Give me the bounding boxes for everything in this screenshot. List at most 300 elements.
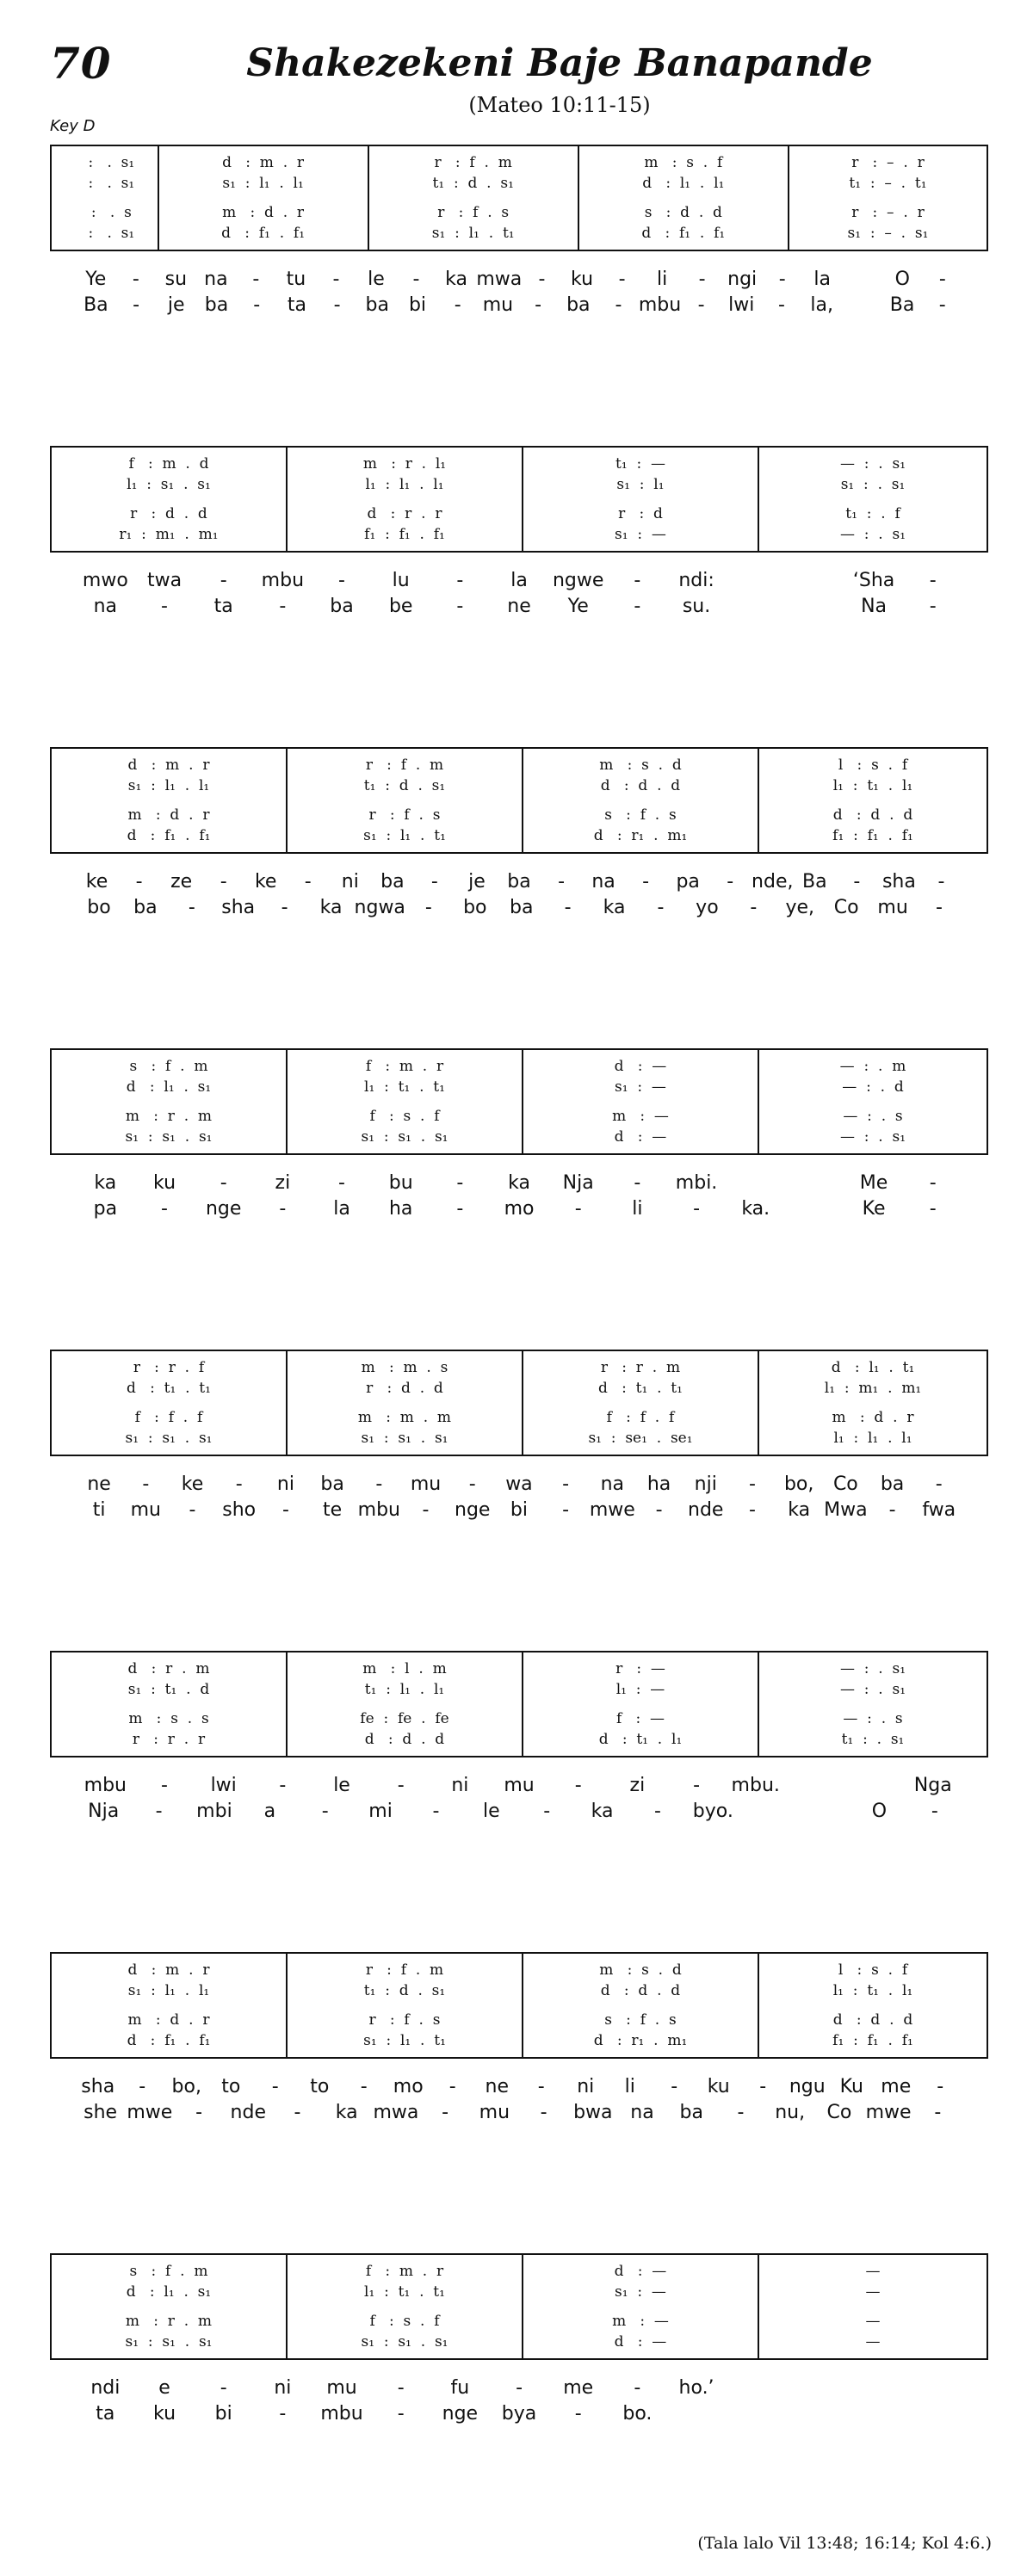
solfa-notes: f : f . f bbox=[134, 1409, 203, 1426]
lyric-syllable: ka bbox=[445, 269, 467, 290]
solfa-notes: — bbox=[865, 2333, 881, 2351]
lyric-line bbox=[50, 1196, 988, 1222]
lyric-syllable: - bbox=[615, 294, 622, 316]
lyric-syllable: - bbox=[220, 570, 227, 591]
lyric-syllable: la bbox=[333, 1198, 350, 1220]
measure bbox=[52, 749, 288, 852]
solfa-voice-line bbox=[52, 1659, 286, 1678]
lyric-syllable: ka bbox=[591, 1801, 614, 1822]
lyric-syllable: - bbox=[693, 1198, 701, 1220]
measure bbox=[288, 1050, 523, 1153]
lyric-syllable: - bbox=[574, 2403, 582, 2425]
solfa-voice-line bbox=[759, 2031, 987, 2050]
lyric-syllable: - bbox=[642, 871, 650, 893]
lyric-syllable bbox=[903, 2375, 962, 2401]
solfa-voice-line bbox=[759, 525, 987, 544]
lyric-syllable: le bbox=[482, 1801, 500, 1822]
solfa-notes: fe : fe . fe bbox=[360, 1710, 449, 1727]
solfa-notes: m : l . m bbox=[362, 1660, 447, 1677]
solfa-voice-line bbox=[52, 826, 286, 845]
solfa-voice-line bbox=[759, 1408, 987, 1427]
lyric-syllable: ba bbox=[566, 294, 591, 316]
solfa-voice-line bbox=[523, 826, 758, 845]
measure bbox=[52, 1050, 288, 1153]
solfa-notes: s₁ : l₁ . l₁ bbox=[127, 1982, 210, 1999]
staff-box bbox=[50, 1048, 988, 1155]
lyric-syllable: le bbox=[333, 1775, 350, 1796]
lyric-syllable: mbi. bbox=[675, 1172, 718, 1194]
measure bbox=[759, 448, 987, 551]
lyric-syllable: ka. bbox=[741, 1198, 770, 1220]
footer-reference: (Tala lalo Vil 13:48; 16:14; Kol 4:6.) bbox=[697, 2534, 992, 2553]
solfa-voice-line bbox=[52, 1680, 286, 1699]
lyric-syllable: - bbox=[397, 1775, 405, 1796]
solfa-notes: f : — bbox=[615, 1710, 665, 1727]
measure bbox=[789, 146, 987, 250]
lyric-syllable: la bbox=[510, 570, 528, 591]
lyric-syllable: - bbox=[397, 2403, 405, 2425]
solfa-voice-line bbox=[52, 475, 286, 494]
lyric-syllable: - bbox=[360, 2076, 368, 2097]
solfa-notes: m : m . m bbox=[357, 1409, 452, 1426]
solfa-voice-line bbox=[52, 1107, 286, 1126]
measure bbox=[288, 2255, 523, 2358]
solfa-notes: r : f . m bbox=[365, 1961, 444, 1979]
solfa-notes: d : t₁ . t₁ bbox=[598, 1380, 683, 1397]
solfa-voice-line bbox=[288, 1057, 522, 1076]
solfa-notes: l₁ : t₁ . l₁ bbox=[832, 777, 913, 794]
solfa-voice-line bbox=[288, 1981, 522, 2000]
solfa-notes: t₁ : d . s₁ bbox=[363, 1982, 446, 1999]
solfa-notes: r : — bbox=[615, 1660, 665, 1677]
lyric-syllable: - bbox=[934, 2102, 942, 2123]
lyric-syllable: yo bbox=[696, 897, 719, 918]
lyric-syllable: - bbox=[759, 2076, 767, 2097]
solfa-voice-line bbox=[789, 153, 987, 172]
solfa-voice-line bbox=[759, 1107, 987, 1126]
lyric-syllable: - bbox=[135, 871, 143, 893]
music-system bbox=[50, 2253, 988, 2427]
solfa-notes: r : f . m bbox=[434, 154, 512, 171]
lyric-syllable: - bbox=[442, 2102, 449, 2123]
lyric-syllable: pa bbox=[93, 1198, 118, 1220]
solfa-notes: — bbox=[865, 2263, 881, 2280]
solfa-voice-line bbox=[288, 1961, 522, 1980]
music-system bbox=[50, 1350, 988, 1523]
solfa-voice-line bbox=[288, 776, 522, 795]
solfa-voice-line bbox=[288, 1358, 522, 1377]
lyric-syllable: ye, bbox=[785, 897, 815, 918]
lyric-syllable bbox=[785, 1773, 844, 1799]
lyric-syllable: - bbox=[938, 294, 946, 316]
solfa-voice-line bbox=[523, 1659, 758, 1678]
solfa-voice-line bbox=[759, 2011, 987, 2029]
lyric-syllable: she bbox=[84, 2102, 118, 2123]
lyric-syllable: mwe bbox=[865, 2102, 912, 2123]
solfa-voice-line bbox=[789, 174, 987, 193]
solfa-voice-line bbox=[759, 806, 987, 825]
lyric-syllable: Ku bbox=[839, 2076, 863, 2097]
lyric-syllable: - bbox=[929, 596, 937, 617]
solfa-voice-line bbox=[288, 525, 522, 544]
lyric-syllable: ho.’ bbox=[678, 2377, 714, 2399]
solfa-voice-line bbox=[159, 203, 368, 222]
lyrics-block bbox=[50, 2074, 988, 2126]
solfa-voice-line bbox=[52, 1127, 286, 1146]
lyric-syllable: - bbox=[634, 2377, 641, 2399]
solfa-voice-line bbox=[52, 1429, 286, 1448]
solfa-notes: d : m . r bbox=[222, 154, 305, 171]
lyric-line bbox=[50, 1498, 988, 1523]
lyric-syllable: - bbox=[220, 1172, 227, 1194]
lyric-syllable: bi bbox=[510, 1499, 528, 1521]
solfa-notes: d : d . d bbox=[364, 1731, 445, 1748]
lyric-syllable: su. bbox=[682, 596, 711, 617]
lyric-syllable: ka bbox=[508, 1172, 530, 1194]
lyric-syllable: Co bbox=[826, 2102, 852, 2123]
lyric-syllable: mbu. bbox=[731, 1775, 780, 1796]
lyric-syllable: bo, bbox=[171, 2076, 201, 2097]
lyric-syllable: lwi bbox=[728, 294, 755, 316]
solfa-voice-line bbox=[288, 1078, 522, 1096]
lyric-syllable: - bbox=[538, 269, 546, 290]
solfa-notes: d : d . d bbox=[600, 777, 681, 794]
lyric-syllable: - bbox=[929, 570, 937, 591]
lyric-line bbox=[50, 267, 988, 293]
lyric-line bbox=[50, 2100, 988, 2126]
measure bbox=[159, 146, 369, 250]
lyric-syllable: ngwe bbox=[552, 570, 604, 591]
lyric-syllable: - bbox=[220, 871, 227, 893]
lyric-syllable: - bbox=[133, 294, 140, 316]
lyric-syllable: - bbox=[456, 1172, 464, 1194]
solfa-voice-line bbox=[759, 1429, 987, 1448]
staff-box bbox=[50, 747, 988, 854]
music-system bbox=[50, 747, 988, 921]
lyric-syllable: nde bbox=[230, 2102, 266, 2123]
lyric-syllable: li bbox=[632, 1198, 643, 1220]
solfa-notes: s₁ : l₁ . l₁ bbox=[222, 175, 304, 192]
solfa-voice-line bbox=[288, 1107, 522, 1126]
solfa-voice-line bbox=[369, 153, 578, 172]
solfa-notes: l₁ : t₁ . t₁ bbox=[364, 1078, 445, 1096]
lyric-syllable: - bbox=[564, 897, 572, 918]
measure bbox=[288, 749, 523, 852]
solfa-voice-line bbox=[52, 1078, 286, 1096]
solfa-voice-line bbox=[759, 1127, 987, 1146]
lyric-syllable: mbu bbox=[357, 1499, 400, 1521]
lyric-syllable: Na bbox=[861, 596, 888, 617]
lyric-syllable: - bbox=[698, 269, 706, 290]
solfa-notes: s₁ : l₁ . l₁ bbox=[127, 777, 210, 794]
solfa-voice-line bbox=[159, 174, 368, 193]
solfa-voice-line bbox=[759, 756, 987, 775]
solfa-notes: d : l₁ . s₁ bbox=[126, 1078, 212, 1096]
solfa-voice-line bbox=[288, 2031, 522, 2050]
lyric-line bbox=[50, 594, 988, 620]
lyric-syllable: mwe bbox=[127, 2102, 173, 2123]
solfa-notes: r : d bbox=[618, 505, 663, 522]
solfa-notes: r : f . m bbox=[365, 757, 444, 774]
lyric-line bbox=[50, 293, 988, 318]
lyric-syllable: - bbox=[634, 1172, 641, 1194]
lyric-syllable: - bbox=[693, 1775, 701, 1796]
solfa-voice-line bbox=[523, 454, 758, 473]
measure bbox=[759, 1050, 987, 1153]
lyric-syllable: ku bbox=[153, 2403, 176, 2425]
lyric-syllable: Ye bbox=[85, 269, 107, 290]
lyric-syllable: nu, bbox=[775, 2102, 806, 2123]
lyric-syllable: ngwa bbox=[354, 897, 405, 918]
solfa-voice-line bbox=[52, 153, 158, 172]
lyric-syllable: ha bbox=[646, 1473, 671, 1495]
solfa-voice-line bbox=[523, 475, 758, 494]
lyric-line bbox=[50, 895, 988, 921]
lyric-syllable bbox=[785, 1196, 844, 1222]
lyric-syllable: - bbox=[778, 269, 786, 290]
solfa-notes: r : – . r bbox=[851, 204, 925, 221]
solfa-voice-line bbox=[579, 153, 788, 172]
lyric-syllable: ndi: bbox=[678, 570, 714, 591]
lyric-syllable bbox=[785, 568, 844, 594]
solfa-notes: d : l₁ . l₁ bbox=[642, 175, 725, 192]
solfa-notes: l₁ : t₁ . t₁ bbox=[364, 2283, 445, 2301]
solfa-voice-line bbox=[523, 1107, 758, 1126]
solfa-voice-line bbox=[523, 756, 758, 775]
lyric-syllable: mbu bbox=[261, 570, 305, 591]
lyric-syllable: - bbox=[412, 269, 420, 290]
staff-box bbox=[50, 1651, 988, 1757]
lyric-syllable: - bbox=[888, 1499, 896, 1521]
solfa-notes: f : s . f bbox=[369, 1108, 440, 1125]
solfa-notes: r : r . m bbox=[600, 1359, 681, 1376]
lyric-syllable: mu bbox=[326, 2377, 357, 2399]
music-system bbox=[50, 446, 988, 620]
solfa-voice-line bbox=[52, 2283, 286, 2301]
lyric-syllable: li bbox=[656, 269, 668, 290]
lyric-syllable: - bbox=[195, 2102, 203, 2123]
lyrics-block bbox=[50, 568, 988, 620]
solfa-notes: s₁ : l₁ . t₁ bbox=[431, 225, 515, 242]
lyric-syllable: Ba bbox=[802, 871, 827, 893]
lyric-syllable: je bbox=[468, 871, 486, 893]
solfa-voice-line bbox=[523, 1961, 758, 1980]
solfa-notes: r₁ : m₁ . m₁ bbox=[119, 526, 219, 543]
lyric-syllable bbox=[785, 2375, 844, 2401]
solfa-notes: — : . s₁ bbox=[839, 1681, 906, 1698]
solfa-notes: s₁ : s₁ . s₁ bbox=[361, 1430, 448, 1447]
solfa-voice-line bbox=[52, 1709, 286, 1728]
solfa-notes: l : s . f bbox=[838, 757, 908, 774]
solfa-notes: d : d . d bbox=[832, 2011, 913, 2029]
lyric-syllable: - bbox=[281, 897, 288, 918]
solfa-notes: m : s . d bbox=[599, 1961, 682, 1979]
lyric-syllable: ta bbox=[96, 2403, 115, 2425]
solfa-voice-line bbox=[159, 224, 368, 243]
lyrics-block bbox=[50, 1472, 988, 1523]
solfa-notes: r : – . r bbox=[851, 154, 925, 171]
solfa-notes: r : r . f bbox=[133, 1359, 205, 1376]
measure bbox=[759, 749, 987, 852]
solfa-voice-line bbox=[52, 454, 286, 473]
solfa-notes: f : s . f bbox=[369, 2313, 440, 2330]
solfa-voice-line bbox=[523, 1680, 758, 1699]
solfa-notes: d : t₁ . t₁ bbox=[127, 1380, 211, 1397]
lyric-syllable bbox=[726, 1171, 785, 1196]
solfa-notes: s₁ : s₁ . s₁ bbox=[125, 2333, 213, 2351]
solfa-notes: s₁ : — bbox=[615, 526, 666, 543]
solfa-voice-line bbox=[523, 2262, 758, 2281]
solfa-notes: — : . s bbox=[843, 1710, 903, 1727]
solfa-voice-line bbox=[523, 776, 758, 795]
solfa-notes: f : m . d bbox=[128, 455, 209, 473]
solfa-voice-line bbox=[288, 2011, 522, 2029]
lyric-syllable: ku bbox=[707, 2076, 730, 2097]
solfa-notes: d : r₁ . m₁ bbox=[593, 827, 688, 844]
lyric-syllable: - bbox=[543, 1801, 551, 1822]
lyric-syllable: - bbox=[657, 897, 665, 918]
lyric-syllable: ke bbox=[181, 1473, 204, 1495]
lyric-syllable: mwa bbox=[476, 269, 523, 290]
lyric-syllable: mu bbox=[877, 897, 908, 918]
solfa-notes: s : f . m bbox=[129, 2263, 208, 2280]
lyric-syllable: - bbox=[321, 1801, 329, 1822]
lyric-syllable: bi bbox=[214, 2403, 232, 2425]
solfa-notes: d : r . r bbox=[367, 505, 442, 522]
lyric-syllable: - bbox=[161, 1775, 168, 1796]
solfa-voice-line bbox=[523, 1078, 758, 1096]
solfa-notes: f : f . f bbox=[606, 1409, 675, 1426]
solfa-voice-line bbox=[759, 2283, 987, 2301]
solfa-voice-line bbox=[288, 1429, 522, 1448]
solfa-notes: m : d . r bbox=[127, 806, 210, 824]
solfa-voice-line bbox=[523, 1127, 758, 1146]
measure bbox=[52, 2255, 288, 2358]
lyric-syllable: sho bbox=[222, 1499, 257, 1521]
solfa-voice-line bbox=[579, 203, 788, 222]
solfa-notes: l₁ : l₁ . l₁ bbox=[365, 476, 444, 493]
solfa-voice-line bbox=[288, 2332, 522, 2351]
lyric-syllable: - bbox=[397, 2377, 405, 2399]
solfa-voice-line bbox=[523, 806, 758, 825]
lyric-line bbox=[50, 568, 988, 594]
lyric-syllable: ni bbox=[276, 1473, 294, 1495]
lyric-syllable: - bbox=[562, 1473, 570, 1495]
lyric-line bbox=[50, 1171, 988, 1196]
solfa-voice-line bbox=[759, 1680, 987, 1699]
lyric-syllable: - bbox=[937, 871, 945, 893]
solfa-notes: s₁ : – . s₁ bbox=[847, 225, 929, 242]
lyric-syllable: me bbox=[881, 2076, 912, 2097]
lyric-syllable: me bbox=[563, 2377, 594, 2399]
lyric-syllable: mwe bbox=[589, 1499, 635, 1521]
solfa-voice-line bbox=[789, 224, 987, 243]
solfa-notes: r : d . d bbox=[130, 505, 207, 522]
solfa-voice-line bbox=[288, 756, 522, 775]
lyric-syllable: to bbox=[310, 2076, 330, 2097]
solfa-voice-line bbox=[288, 1659, 522, 1678]
solfa-voice-line bbox=[52, 1408, 286, 1427]
solfa-voice-line bbox=[523, 1981, 758, 2000]
lyric-syllable: sha bbox=[881, 871, 916, 893]
solfa-voice-line bbox=[288, 2262, 522, 2281]
solfa-notes: d : — bbox=[614, 1128, 667, 1146]
solfa-notes: — bbox=[865, 2283, 881, 2301]
lyric-syllable: na bbox=[93, 596, 118, 617]
lyric-syllable: Mwa bbox=[824, 1499, 868, 1521]
music-system bbox=[50, 1048, 988, 1222]
solfa-notes: — : . s₁ bbox=[839, 1128, 906, 1146]
lyric-syllable: - bbox=[338, 570, 345, 591]
lyric-syllable: - bbox=[189, 1499, 196, 1521]
lyric-syllable: - bbox=[750, 897, 758, 918]
music-system bbox=[50, 1952, 988, 2126]
lyric-syllable: - bbox=[655, 1499, 663, 1521]
lyric-syllable: O bbox=[871, 1801, 888, 1822]
solfa-voice-line bbox=[523, 2312, 758, 2331]
lyric-line bbox=[50, 2401, 988, 2427]
lyric-syllable: - bbox=[697, 294, 705, 316]
solfa-notes: f₁ : f₁ . f₁ bbox=[832, 827, 913, 844]
solfa-voice-line bbox=[52, 1730, 286, 1749]
lyric-syllable: - bbox=[516, 2377, 523, 2399]
measure bbox=[52, 146, 159, 250]
lyric-syllable: - bbox=[424, 897, 432, 918]
solfa-notes: m : r . m bbox=[125, 2313, 213, 2330]
solfa-notes: d : f₁ . f₁ bbox=[221, 225, 306, 242]
lyric-syllable: Nga bbox=[913, 1775, 952, 1796]
lyric-line bbox=[50, 1773, 988, 1799]
lyric-syllable bbox=[726, 2375, 785, 2401]
solfa-notes: s : f . s bbox=[604, 806, 677, 824]
lyric-syllable: nde bbox=[688, 1499, 724, 1521]
solfa-notes: : . s bbox=[77, 204, 132, 221]
lyric-syllable: ni bbox=[451, 1775, 469, 1796]
lyric-syllable: - bbox=[142, 1473, 150, 1495]
solfa-voice-line bbox=[759, 1981, 987, 2000]
solfa-voice-line bbox=[759, 1057, 987, 1076]
lyric-syllable: li bbox=[624, 2076, 635, 2097]
solfa-voice-line bbox=[759, 1078, 987, 1096]
lyric-syllable: - bbox=[294, 2102, 301, 2123]
staff-box bbox=[50, 446, 988, 553]
solfa-voice-line bbox=[759, 504, 987, 523]
solfa-notes: f₁ : f₁ . f₁ bbox=[832, 2032, 913, 2049]
lyric-syllable: - bbox=[188, 897, 195, 918]
lyric-syllable: mo bbox=[504, 1198, 535, 1220]
lyric-syllable: ndi bbox=[90, 2377, 121, 2399]
lyric-syllable: - bbox=[456, 1198, 464, 1220]
measure bbox=[369, 146, 579, 250]
lyric-syllable bbox=[785, 1171, 844, 1196]
lyric-syllable: ne bbox=[87, 1473, 111, 1495]
solfa-notes: s : f . s bbox=[604, 2011, 677, 2029]
lyric-syllable: a bbox=[263, 1801, 276, 1822]
solfa-voice-line bbox=[52, 1358, 286, 1377]
solfa-notes: m : r . m bbox=[125, 1108, 213, 1125]
lyric-syllable: nji bbox=[694, 1473, 717, 1495]
measure bbox=[52, 1652, 288, 1756]
lyric-syllable: - bbox=[271, 2076, 279, 2097]
lyric-syllable: bo. bbox=[622, 2403, 653, 2425]
lyric-syllable: pa bbox=[676, 871, 700, 893]
measure bbox=[288, 1954, 523, 2057]
lyric-syllable: bo bbox=[463, 897, 487, 918]
solfa-notes: f : m . r bbox=[365, 1058, 444, 1075]
solfa-voice-line bbox=[288, 504, 522, 523]
solfa-voice-line bbox=[759, 1358, 987, 1377]
lyric-syllable: na bbox=[600, 1473, 625, 1495]
